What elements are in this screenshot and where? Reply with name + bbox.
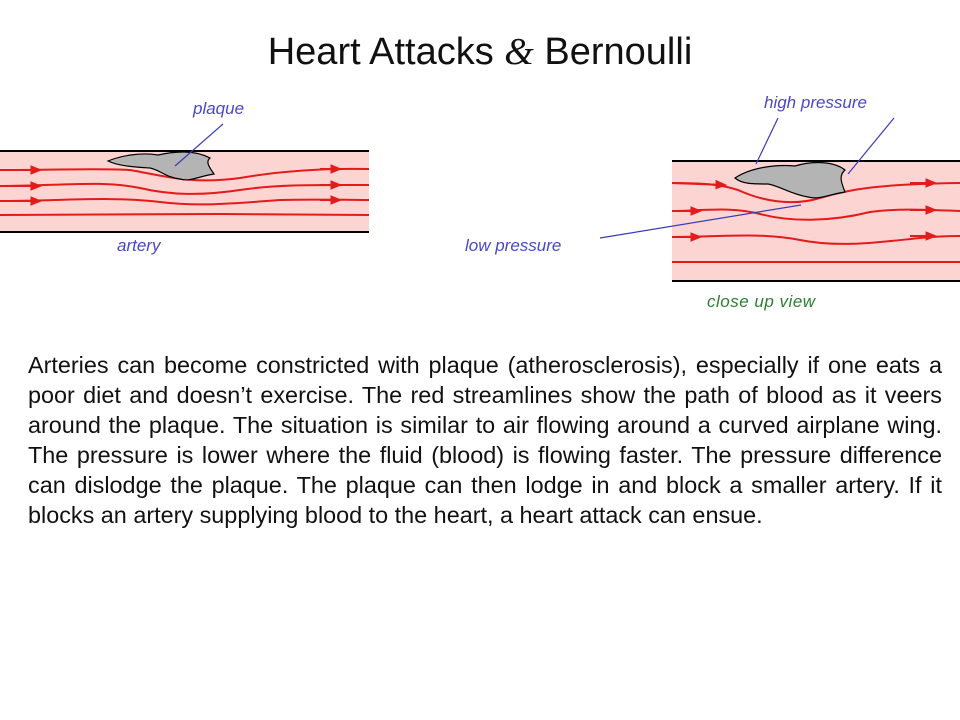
low-pressure-label: low pressure <box>465 236 562 255</box>
artery-label: artery <box>117 236 161 255</box>
close-up-view-label: close up view <box>707 292 816 311</box>
slide-title: Heart Attacks & Bernoulli <box>267 31 693 73</box>
artery-closeup <box>600 118 960 281</box>
explanation-paragraph: Arteries can become constricted with plaque (atherosclerosis), especially if one eats a poor diet and doesn’t exercise. The red streamlines show the path of blood as it veers around the plaque. The situation is similar to air flowing around a curved airplane wing. The pressure is lower where the fluid (blood) is flowing faster. The pressure difference can dislodge the plaque. The plaque can then lodge in and block a smaller artery. If it blocks an artery supplying blood to the heart, a heart attack can ensue. <box>28 352 942 528</box>
artery-diagram <box>0 0 960 340</box>
plaque-label: plaque <box>193 99 245 118</box>
artery-left <box>0 124 369 232</box>
high-pressure-label: high pressure <box>764 93 868 112</box>
high-pressure-pointer-1 <box>756 118 778 164</box>
